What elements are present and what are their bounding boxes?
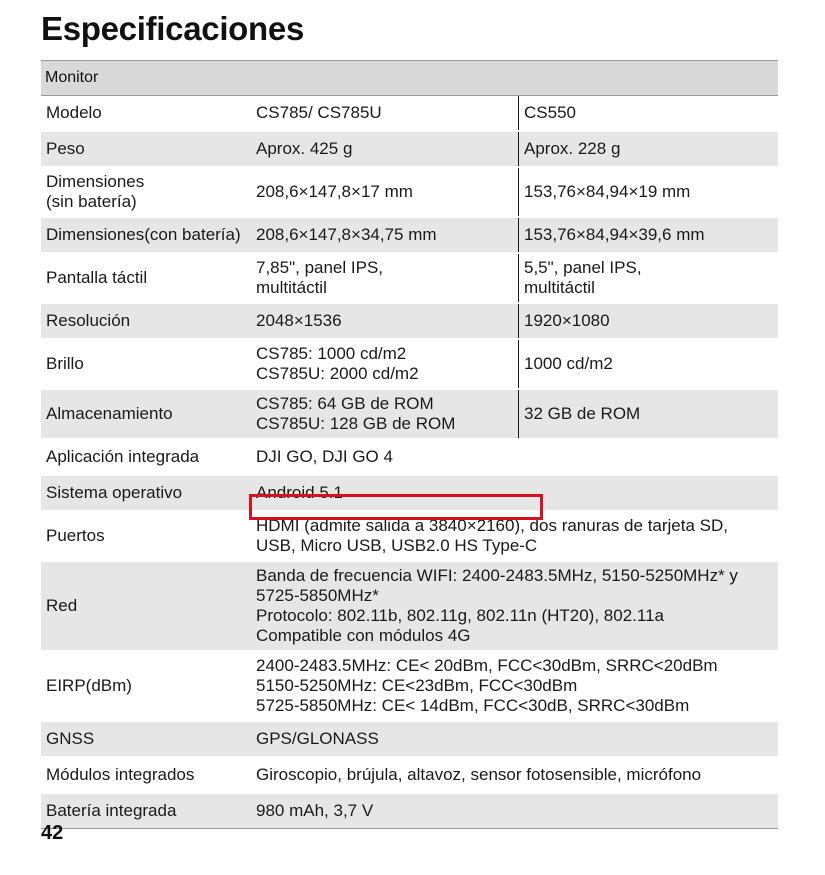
- row-value-a: [252, 390, 518, 438]
- row-value-b: 1920×1080: [518, 304, 778, 338]
- value-line: multitáctil: [524, 278, 595, 297]
- table-row: [41, 340, 778, 390]
- table-row: [41, 218, 778, 254]
- table-row: [41, 758, 778, 794]
- value-line: 5,5", panel IPS,: [524, 258, 642, 277]
- table-row: [41, 96, 778, 132]
- row-value-a: Aprox. 425 g: [256, 139, 353, 158]
- section-header: Monitor: [41, 61, 778, 96]
- row-value-a: CS785/ CS785U: [256, 103, 382, 122]
- value-line: CS785U: 128 GB de ROM: [256, 414, 456, 433]
- table-row: [41, 476, 778, 512]
- table-row: [41, 440, 778, 476]
- row-label: Dimensiones(con batería): [46, 225, 241, 244]
- table-row: [41, 794, 778, 829]
- row-value-b: 1000 cd/m2: [518, 340, 778, 388]
- row-value: 980 mAh, 3,7 V: [256, 801, 374, 820]
- row-label: Puertos: [46, 526, 105, 545]
- row-value: GPS/GLONASS: [256, 729, 379, 748]
- table-row: [41, 562, 778, 652]
- row-value-b: 32 GB de ROM: [518, 390, 778, 438]
- row-value-a: 208,6×147,8×17 mm: [256, 182, 413, 201]
- row-value-b: Aprox. 228 g: [518, 132, 778, 166]
- value-line: 5725-5850MHz: CE< 14dBm, FCC<30dB, SRRC<30dBm: [256, 696, 690, 715]
- row-value-a: 208,6×147,8×34,75 mm: [256, 225, 437, 244]
- row-label: [41, 168, 252, 216]
- row-label: Batería integrada: [46, 801, 177, 820]
- row-value: [252, 562, 778, 650]
- row-value: Android 5.1: [256, 483, 343, 502]
- row-value-b: CS550: [518, 96, 778, 130]
- row-label: Aplicación integrada: [46, 447, 200, 466]
- row-label: Red: [46, 596, 78, 615]
- value-line: Compatible con módulos 4G: [256, 626, 471, 645]
- row-label-line: Dimensiones: [46, 172, 145, 191]
- table-row: [41, 132, 778, 168]
- row-label: Brillo: [46, 354, 84, 373]
- value-line: HDMI (admite salida a 3840×2160), dos ranuras de tarjeta SD,: [256, 516, 728, 535]
- value-line: 5150-5250MHz: CE<23dBm, FCC<30dBm: [256, 676, 578, 695]
- table-row: [41, 512, 778, 562]
- table-row: [41, 304, 778, 340]
- row-label-line: (sin batería): [46, 192, 137, 211]
- table-row: [41, 254, 778, 304]
- table-row: [41, 390, 778, 440]
- row-label: Almacenamiento: [46, 404, 173, 423]
- value-line: USB, Micro USB, USB2.0 HS Type-C: [256, 536, 538, 555]
- row-label: EIRP(dBm): [46, 676, 132, 695]
- row-label: Peso: [46, 139, 85, 158]
- row-label: Módulos integrados: [46, 765, 195, 784]
- page-title: Especificaciones: [41, 10, 305, 47]
- row-value-a: [252, 340, 518, 388]
- row-value-b: 153,76×84,94×39,6 mm: [518, 218, 778, 252]
- value-line: 2400-2483.5MHz: CE< 20dBm, FCC<30dBm, SRRC<20dBm: [256, 656, 718, 675]
- value-line: CS785: 1000 cd/m2: [256, 344, 407, 363]
- table-row: [41, 652, 778, 722]
- value-line: multitáctil: [256, 278, 327, 297]
- row-label: Sistema operativo: [46, 483, 183, 502]
- row-label: Resolución: [46, 311, 131, 330]
- row-value-b: 153,76×84,94×19 mm: [518, 168, 778, 216]
- page-number: 42: [41, 822, 64, 844]
- row-label: GNSS: [46, 729, 95, 748]
- value-line: 7,85", panel IPS,: [256, 258, 384, 277]
- row-value-a: [252, 254, 518, 302]
- row-label: Pantalla táctil: [46, 268, 148, 287]
- value-line: Banda de frecuencia WIFI: 2400-2483.5MHz, 5150-5250MHz* y: [256, 566, 738, 585]
- table-row: [41, 722, 778, 758]
- row-value: DJI GO, DJI GO 4: [256, 447, 393, 466]
- value-line: CS785: 64 GB de ROM: [256, 394, 434, 413]
- row-label: Modelo: [46, 103, 102, 122]
- row-value: Giroscopio, brújula, altavoz, sensor fotosensible, micrófono: [256, 765, 702, 784]
- value-line: CS785U: 2000 cd/m2: [256, 364, 419, 383]
- row-value-b: [518, 254, 778, 302]
- row-value: [252, 512, 778, 560]
- row-value-a: 2048×1536: [256, 311, 342, 330]
- spec-table: [41, 60, 778, 829]
- value-line: Protocolo: 802.11b, 802.11g, 802.11n (HT20), 802.11a: [256, 606, 664, 625]
- row-value: [252, 652, 778, 720]
- table-row: [41, 168, 778, 218]
- value-line: 5725-5850MHz*: [256, 586, 379, 605]
